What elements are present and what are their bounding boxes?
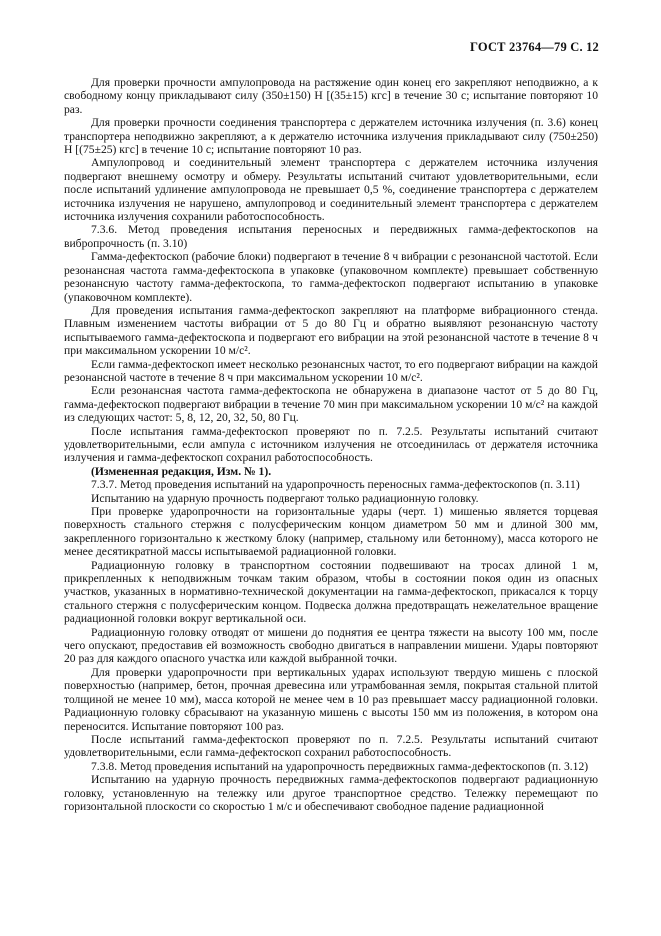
paragraph: Для проверки прочности соединения транспортера с держателем источника излучения (п. 3.6) конец транспортера неподвижно закрепляют, а к держателю источника излучения прикладывают силу (750±250) Н [(75±25) кгс] в течение 10 с; испытание повторяют 10 раз. bbox=[64, 116, 598, 157]
paragraph: После испытаний гамма-дефектоскоп проверяют по п. 7.2.5. Результаты испытаний считают удовлетворительными, если гамма-дефектоскоп сохранил работоспособность. bbox=[64, 732, 598, 760]
document-body bbox=[64, 76, 598, 813]
paragraph: Для проверки ударопрочности при вертикальных ударах используют твердую мишень с плоской поверхностью (например, бетон, прочная древесина или утрамбованная земля, покрытая стальной плитой толщиной не менее 10 мм), масса которой не менее чем в 10 раз превышает массу радиационной головки. Радиационную головку сбрасывают на указанную мишень с высоты 150 мм из положения, в котором она переносится. Испытание повторяют 100 раз. bbox=[64, 665, 598, 733]
paragraph: Если гамма-дефектоскоп имеет несколько резонансных частот, то его подвергают вибрации на каждой резонансной частоте в течение 8 ч при максимальном ускорении 10 м/с². bbox=[64, 357, 598, 384]
paragraph: Гамма-дефектоскоп (рабочие блоки) подвергают в течение 8 ч вибрации с резонансной частотой. Если резонансная частота гамма-дефектоскопа в упаковке (упаковочном комплекте) превышает собственную резонансную частоту гамма-дефектоскопа, то гамма-дефектоскоп подвергают испытанию в упаковке (упаковочном комплекте). bbox=[64, 250, 598, 304]
paragraph: При проверке ударопрочности на горизонтальные удары (черт. 1) мишенью является торцевая поверхность стального стержня с полусферическим концом диаметром 50 мм и длиной 300 мм, закрепленного горизонтально к жесткому блоку (например, стальному или бетонному), масса которого не менее десятикратной массы испытываемой радиационной головки. bbox=[64, 505, 598, 559]
amendment-note: (Измененная редакция, Изм. № 1). bbox=[91, 464, 272, 478]
paragraph: Для проверки прочности ампулопровода на растяжение один конец его закрепляют неподвижно, а к свободному концу прикладывают силу (350±150) Н [(35±15) кгс] в течение 30 с; испытание повторяют 10 раз. bbox=[64, 76, 598, 116]
page-header: ГОСТ 23764—79 С. 12 bbox=[470, 40, 599, 54]
paragraph: После испытания гамма-дефектоскоп проверяют по п. 7.2.5. Результаты испытаний считают удовлетворительными, если ампула с источником излучения не отсоединилась от держателя источника излучения и гамма-дефектоскоп сохранил работоспособность. bbox=[64, 424, 598, 465]
paragraph: Ампулопровод и соединительный элемент транспортера с держателем источника излучения подвергают внешнему осмотру и обмеру. Результаты испытаний считают удовлетворительными, если после испытаний удлинение ампулопровода не превышает 0,5 %, соединение транспортера с держателем источника излучения не нарушено, ампулопровод и соединительный элемент транспортера с держателем источника излучения сохранили работоспособность. bbox=[64, 156, 598, 224]
section-heading: 7.3.6. Метод проведения испытания переносных и передвижных гамма-дефектоскопов на вибропрочность (п. 3.10) bbox=[64, 223, 598, 250]
paragraph: Испытанию на ударную прочность подвергают только радиационную головку. bbox=[91, 491, 479, 505]
section-heading: 7.3.8. Метод проведения испытаний на ударопрочность передвижных гамма-дефектоскопов (п. 3.12) bbox=[91, 759, 589, 773]
paragraph: Радиационную головку в транспортном состоянии подвешивают на тросах длиной 1 м, прикрепленных к неподвижным точкам таким образом, чтобы в состоянии покоя один из опасных участков, указанных в нормативно-технической документации на гамма-дефектоскоп, прикасался к торцу стального стержня с полусферическим концом. Подвеска должна предотвращать нежелательное вращение радиационной головки вокруг вертикальной оси. bbox=[64, 558, 598, 626]
paragraph: Для проведения испытания гамма-дефектоскоп закрепляют на платформе вибрационного стенда. Плавным изменением частоты вибрации от 5 до 80 Гц и обратно выявляют резонансную частоту испытываемого гамма-дефектоскопа и подвергают его вибрации на этой резонансной частоте в течение 8 ч при максимальном ускорении 10 м/с². bbox=[64, 303, 598, 358]
section-heading: 7.3.7. Метод проведения испытаний на ударопрочность переносных гамма-дефектоскопов (п. 3.11) bbox=[91, 478, 580, 492]
paragraph: Испытанию на ударную прочность передвижных гамма-дефектоскопов подвергают радиационную головку, установленную на тележку или другое транспортное средство. Тележку перемещают по горизонтальной плоскости со скоростью 1 м/с и обеспечивают свободное падение радиационной bbox=[64, 773, 598, 813]
paragraph: Если резонансная частота гамма-дефектоскопа не обнаружена в диапазоне частот от 5 до 80 Гц, гамма-дефектоскоп подвергают вибрации в течение 70 мин при максимальном ускорении 10 м/с² на каждой из следующих частот: 5, 8, 12, 20, 32, 50, 80 Гц. bbox=[64, 384, 598, 425]
paragraph: Радиационную головку отводят от мишени до поднятия ее центра тяжести на высоту 100 мм, после чего опускают, предоставив ей возможность свободно двигаться в направлении мишени. Удары повторяют 20 раз для каждого опасного участка или каждой выбранной точки. bbox=[64, 625, 598, 666]
